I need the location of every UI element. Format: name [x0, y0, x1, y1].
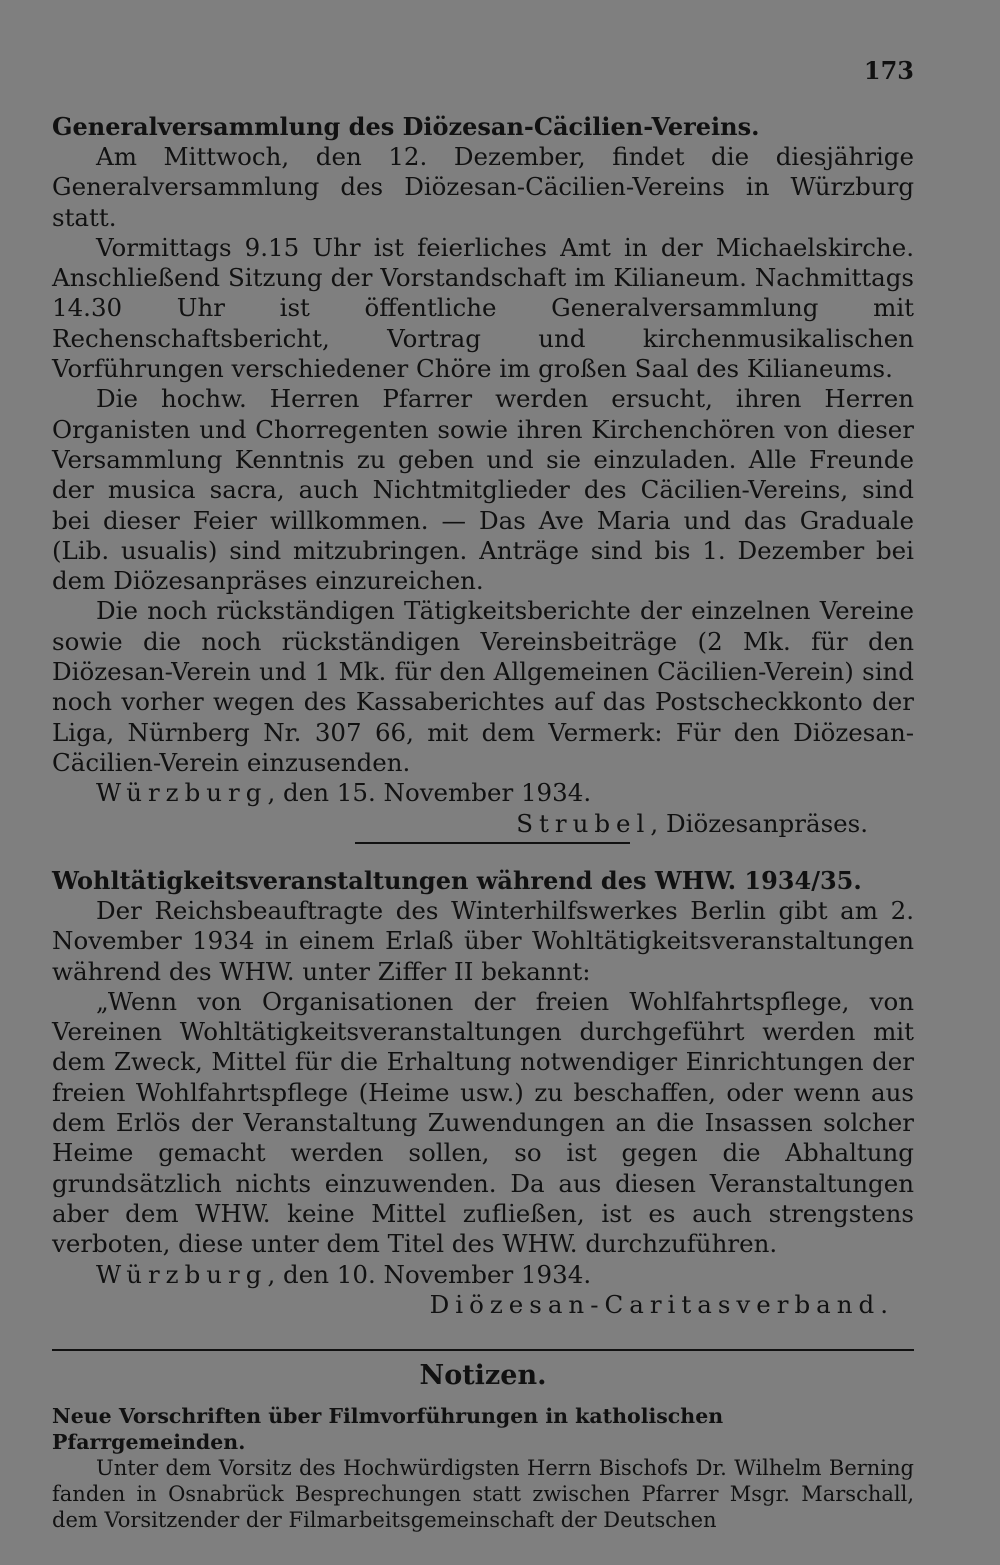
- signature: [52, 809, 914, 839]
- paragraph: Unter dem Vorsitz des Hochwürdigsten Herrn Bischofs Dr. Wilhelm Berning fanden in Osnabrück Besprechungen statt zwischen Pfarrer Msgr. Marschall, dem Vorsitzender der Filmarbeitsgemeinschaft der Deutschen: [52, 1456, 914, 1532]
- paragraph: Die noch rückständigen Tätigkeitsberichte der einzelnen Vereine sowie die noch rückständigen Vereinsbeiträge (2 Mk. für den Diözesan-Verein und 1 Mk. für den Allgemeinen Cäcilien-Verein) sind noch vorher wegen des Kassaberichtes auf das Postscheckkonto der Liga, Nürnberg Nr. 307 66, mit dem Vermerk: Für den Diözesan-Cäcilien-Verein einzusenden.: [52, 596, 914, 777]
- section-diocesan-assembly: [52, 112, 914, 839]
- section-heading: Wohltätigkeitsveranstaltungen während des WHW. 1934/35.: [52, 866, 862, 895]
- signer-title: , Diözesanpräses.: [650, 808, 868, 838]
- quoted-paragraph: „Wenn von Organisationen der freien Wohlfahrtspflege, von Vereinen Wohltätigkeitsveranstaltungen durchgeführt werden mit dem Zweck, Mittel für die Erhaltung notwendiger Einrichtungen der freien Wohlfahrtspflege (Heime usw.) zu beschaffen, oder wenn aus dem Erlös der Veranstaltung Zuwendungen an die Insassen solcher Heime gemacht werden sollen, so ist gegen die Abhaltung grundsätzlich nichts einzuwenden. Da aus diesen Veranstaltungen aber dem WHW. keine Mittel zufließen, ist es auch strengstens verboten, diese unter dem Titel des WHW. durchzuführen.: [52, 986, 914, 1259]
- date-text: , den 10. November 1934.: [267, 1259, 592, 1289]
- dateline: [52, 1260, 914, 1290]
- paragraph: Die hochw. Herren Pfarrer werden ersucht, ihren Herren Organisten und Chorregenten sowie ihren Kirchenchören von dieser Versammlung Kenntnis zu geben und sie einzuladen. Alle Freunde der musica sacra, auch Nichtmitglieder des Cäcilien-Vereins, sind bei dieser Feier willkommen. — Das Ave Maria und das Graduale (Lib. usualis) sind mitzubringen. Anträge sind bis 1. Dezember bei dem Diözesanpräses einzureichen.: [52, 384, 914, 596]
- place-name: Würzburg: [96, 1259, 268, 1289]
- paragraph: Vormittags 9.15 Uhr ist feierliches Amt in der Michaelskirche. Anschließend Sitzung der Vorstandschaft im Kilianeum. Nachmittags 14.30 Uhr ist öffentliche Generalversammlung mit Rechenschaftsbericht, Vortrag und kirchenmusikalischen Vorführungen verschiedener Chöre im großen Saal des Kilianeums.: [52, 232, 914, 384]
- notes-title: Notizen.: [419, 1360, 547, 1391]
- notes-divider: [52, 1349, 914, 1351]
- page-number: 173: [863, 56, 914, 85]
- signature: Diözesan-Caritasverband.: [429, 1289, 894, 1319]
- section-charity-events: [52, 866, 914, 1320]
- section-heading: Generalversammlung des Diözesan-Cäcilien-Vereins.: [52, 112, 760, 141]
- notes-section: [52, 1403, 914, 1533]
- place-name: Würzburg: [96, 778, 268, 808]
- paragraph: Der Reichsbeauftragte des Winterhilfswerkes Berlin gibt am 2. November 1934 in einem Erlaß über Wohltätigkeitsveranstaltungen während des WHW. unter Ziffer II bekannt:: [52, 896, 914, 986]
- dateline: [52, 778, 914, 808]
- notes-heading: Neue Vorschriften über Filmvorführungen in katholischen Pfarrgemeinden.: [52, 1404, 724, 1454]
- signer-name: Strubel: [516, 808, 651, 838]
- date-text: , den 15. November 1934.: [267, 778, 592, 808]
- paragraph: Am Mittwoch, den 12. Dezember, findet die diesjährige Generalversammlung des Diözesan-Cäcilien-Vereins in Würzburg statt.: [52, 142, 914, 232]
- section-divider: [355, 842, 630, 844]
